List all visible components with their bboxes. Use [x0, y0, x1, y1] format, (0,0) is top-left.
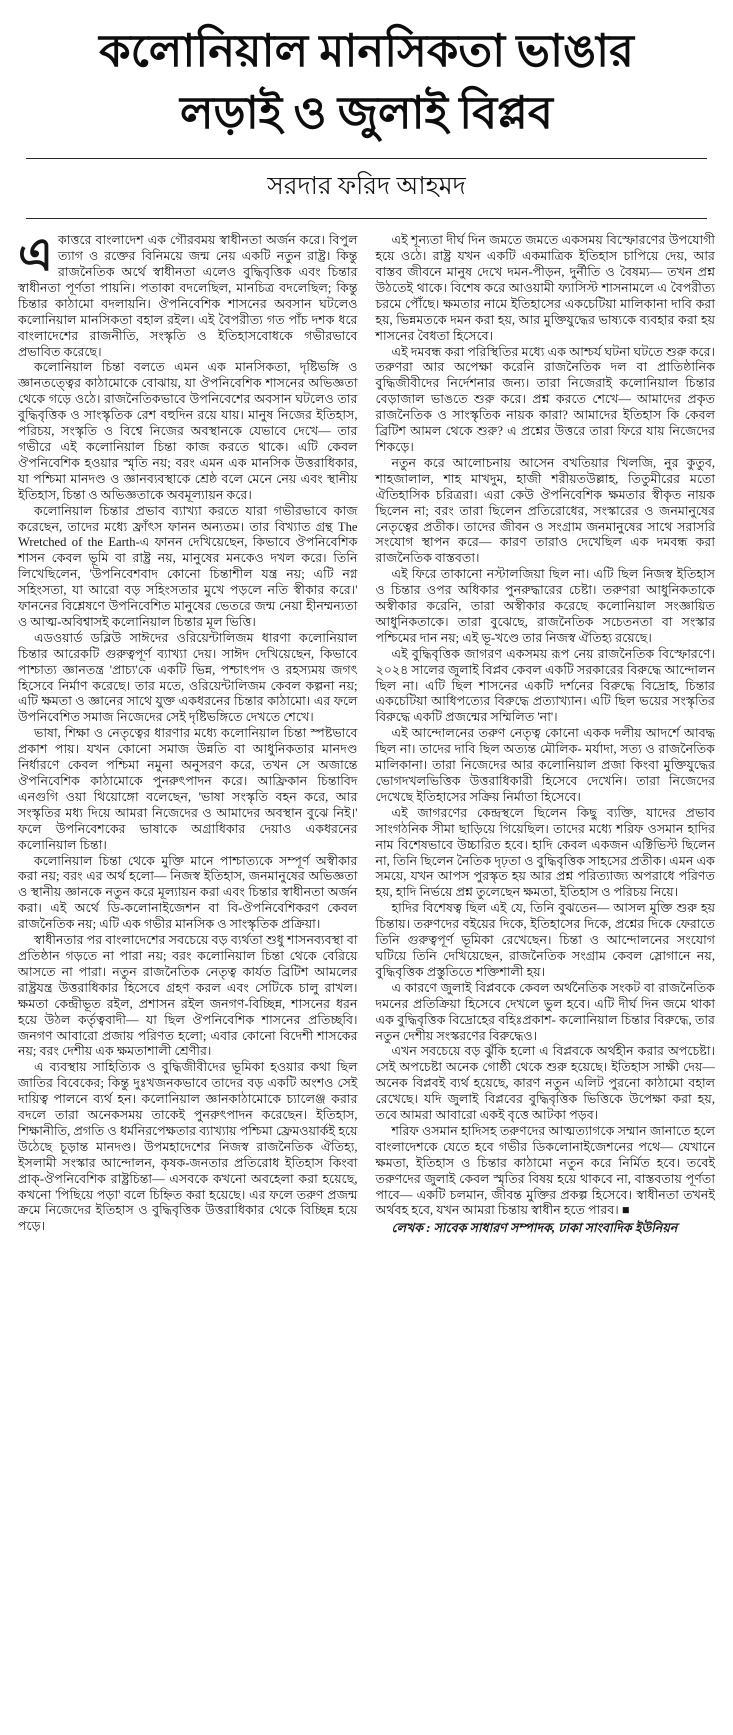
paragraph: নতুন করে আলোচনায় আসেন বখতিয়ার খিলজি, নুর কুতুব, শাহজালাল, শাহ মাখদুম, হাজী শরীয়তউল্লাহ, তিতুমীরের মতো ঐতিহাসিক চরিত্ররা। এরা কেউ ঔপনিবেশিক ক্ষমতার স্বীকৃত নায়ক ছিলেন না; বরং তারা ছিলেন প্রতিরোধের, সংস্কারের ও জনমানুষের নেতৃত্বের প্রতীক। তাদের জীবন ও সংগ্রাম জনমানুষের সাথে সরাসরি সংযোগ স্থাপন করে— কারণ তারাও দেখেছিল এক দমবন্ধ করা রাজনৈতিক বাস্তবতা।	[375, 455, 715, 566]
headline	[28, 20, 705, 144]
byline-rule-bottom	[26, 218, 707, 219]
paragraph: কলোনিয়াল চিন্তা থেকে মুক্তি মানে পাশ্চাত্যকে সম্পূর্ণ অস্বীকার করা নয়; বরং এর অর্থ হলো— নিজস্ব ইতিহাস, জনমানুষের অভিজ্ঞতা ও স্থানীয় জ্ঞানকে নতুন করে মূল্যায়ন করা এবং চিন্তার স্বাধীনতা অর্জন করা। এই অর্থে ডি-কলোনাইজেশন বা বি-ঔপনিবেশিকরণ কেবল রাজনৈতিক নয়; এটি এক গভীর মানসিক ও সাংস্কৃতিক প্রক্রিয়া।	[18, 853, 358, 932]
paragraph: এই জাগরণের কেন্দ্রস্থলে ছিলেন কিছু ব্যক্তি, যাদের প্রভাব সাংগঠনিক সীমা ছাড়িয়ে গিয়েছিল। তাদের মধ্যে শরিফ ওসমান হাদির নাম বিশেষভাবে উচ্চারিত হবে। হাদি কেবল একজন এক্টিভিস্ট ছিলেন না, তিনি ছিলেন নৈতিক দৃঢ়তা ও বুদ্ধিবৃত্তিক সাহসের প্রতীক। এমন এক সময়ে, যখন আপস পুরস্কৃত হয় আর প্রশ্ন পরিত্যাজ্য অপরাধে পরিণত হয়, হাদি নির্ভয়ে প্রশ্ন তুলেছেন ক্ষমতা, ইতিহাস ও পরিচয় নিয়ে।	[375, 805, 715, 900]
paragraph: এই বুদ্ধিবৃত্তিক জাগরণ একসময় রূপ নেয় রাজনৈতিক বিস্ফোরণে। ২০২৪ সালের জুলাই বিপ্লব কেবল একটি সরকারের বিরুদ্ধে আন্দোলন ছিল না। এটি ছিল শাসনের একটি দর্শনের বিরুদ্ধে বিদ্রোহ, চিন্তার একচেটিয়া আধিপত্যের বিরুদ্ধে প্রত্যাখ্যান। এটি ছিল ভয়ের সংস্কৃতির বিরুদ্ধে একটি প্রজন্মের সম্মিলিত 'না'।	[375, 646, 715, 725]
paragraph: এই শূন্যতা দীর্ঘ দিন জমতে জমতে একসময় বিস্ফোরণের উপযোগী হয়ে ওঠে। রাষ্ট্র যখন একটি একমাত্রিক ইতিহাস চাপিয়ে দেয়, আর বাস্তব জীবনে মানুষ দেখে দমন-পীড়ন, দুর্নীতি ও বৈষম্য— তখন প্রশ্ন উঠতেই থাকে। বিশেষ করে আওয়ামী ফ্যাসিস্ট শাসনামলে এ বৈপরীত্য চরমে পৌঁছে। ক্ষমতার নামে ইতিহাসের একচেটিয়া মালিকানা দাবি করা হয়, ভিন্নমতকে দমন করা হয়, আর মুক্তিযুদ্ধের ভাষ্যকে ব্যবহার করা হয় শাসনের বৈধতা হিসেবে।	[375, 233, 715, 343]
paragraph: শরিফ ওসমান হাদিসহ তরুণদের আত্মত্যাগকে সম্মান জানাতে হলে বাংলাদেশকে যেতে হবে গভীর ডিকলোনাইজেশনের পথে— যেখানে ক্ষমতা, ইতিহাস ও চিন্তার কাঠামো নতুন করে নির্মিত হবে। তবেই তরুণদের জুলাই কেবল স্মৃতির বিষয় হয়ে থাকবে না, বাস্তবতায় পূর্ণতা পাবে— একটি চলমান, জীবন্ত মুক্তির প্রকল্প হিসেবে। স্বাধীনতা তখনই অর্থবহ হবে, যখন আমরা চিন্তায় স্বাধীন হতে পারব। ■	[375, 1123, 715, 1218]
column-right	[376, 233, 716, 1237]
paragraph: এ ব্যবস্থায় সাহিত্যিক ও বুদ্ধিজীবীদের ভূমিকা হওয়ার কথা ছিল জাতির বিবেকের; কিন্তু দুঃখজনকভাবে তাদের বড় একটি অংশও সেই দায়িত্ব পালনে ব্যর্থ হন। কলোনিয়াল জ্ঞানকাঠামোকে চ্যালেঞ্জ করার বদলে তারা অনেকসময় তাকেই পুনরুৎপাদন করেছেন। ইতিহাস, শিক্ষানীতি, প্রগতি ও ধর্মনিরপেক্ষতার ব্যাখ্যায় পশ্চিমা ফ্রেমওয়ার্কই হয়ে উঠেছে চূড়ান্ত মানদণ্ড। উপমহাদেশের নিজস্ব রাজনৈতিক ঐতিহ্য, ইসলামী সংস্কার আন্দোলন, কৃষক-জনতার প্রতিরোধ ইতিহাস কিংবা প্রাক্-ঔপনিবেশিক রাষ্ট্রচিন্তা— এসবকে কখনো অবহেলা করা হয়েছে, কখনো 'পিছিয়ে পড়া' বলে চিহ্নিত করা হয়েছে। এর ফলে তরুণ প্রজন্ম ক্রমে নিজেদের ইতিহাস ও বুদ্ধিবৃত্তিক উত্তরাধিকার থেকে বিচ্ছিন্ন হয়ে পড়ে।	[18, 1060, 358, 1234]
column-left	[18, 229, 358, 1237]
paragraph: হাদির বিশেষত্ব ছিল এই যে, তিনি বুঝতেন— আসল মুক্তি শুরু হয় চিন্তায়। তরুণদের বইয়ের দিকে, ইতিহাসের দিকে, প্রশ্নের দিকে ফেরাতে তিনি গুরুত্বপূর্ণ ভূমিকা রেখেছেন। চিন্তা ও আন্দোলনের সংযোগ ঘটিয়ে তিনি দেখিয়েছেন, রাজনৈতিক সংগ্রাম কেবল স্লোগানে নয়, বুদ্ধিবৃত্তিক প্রস্তুতিতে শক্তিশালী হয়।	[375, 901, 715, 979]
paragraph: এডওয়ার্ড ডব্লিউ সাঈদের ওরিয়েন্টালিজম ধারণা কলোনিয়াল চিন্তার আরেকটি গুরুত্বপূর্ণ ব্যাখ্যা দেয়। সাঈদ দেখিয়েছেন, কিভাবে পাশ্চাত্য জ্ঞানতন্ত্র 'প্রাচ্য'কে একটি ভিন্ন, পশ্চাৎপদ ও রহস্যময় জগৎ হিসেবে নির্মাণ করেছে। তার মতে, ওরিয়েন্টালিজম কেবল কল্পনা নয়; এটি ক্ষমতা ও জ্ঞানের সাথে যুক্ত একধরনের চিন্তার কাঠামো। এর ফলে উপনিবেশিত সমাজ নিজেদের সেই দৃষ্টিভঙ্গিতে দেখতে শেখে।	[18, 630, 358, 725]
paragraph: এই ফিরে তাকানো নস্টালজিয়া ছিল না। এটি ছিল নিজস্ব ইতিহাস ও চিন্তার ওপর অধিকার পুনরুদ্ধারের চেষ্টা। তরুণরা আধুনিকতাকে অস্বীকার করেনি, তারা অস্বীকার করেছে কলোনিয়াল সংজ্ঞায়িত আধুনিকতাকে। তারা বুঝেছে, রাজনৈতিক সচেতনতা বা সংস্কার পশ্চিমের দান নয়; এই ভূ-খণ্ডে তার নিজস্ব ঐতিহ্য রয়েছে।	[375, 567, 715, 645]
paragraph: এখন সবচেয়ে বড় ঝুঁকি হলো এ বিপ্লবকে অর্থহীন করার অপচেষ্টা। সেই অপচেষ্টা অনেক গোষ্ঠী থেকে শুরু হয়েছে। ইতিহাস সাক্ষী দেয়— অনেক বিপ্লবই ব্যর্থ হয়েছে, কারণ নতুন এলিট পুরনো কাঠামো বহাল রেখেছে। যদি জুলাই বিপ্লবের বুদ্ধিবৃত্তিক ভিত্তিকে উপেক্ষা করা হয়, তবে আমরা আবারো একই বৃত্তে আটকা পড়ব।	[375, 1044, 715, 1123]
column-right-paragraphs	[376, 233, 716, 1219]
paragraph: এই দমবন্ধ করা পরিস্থিতির মধ্যে এক আশ্চর্য ঘটনা ঘটতে শুরু করে। তরুণরা আর অপেক্ষা করেনি রাজনৈতিক দল বা প্রাতিষ্ঠানিক বুদ্ধিজীবীদের নির্দেশনার জন্য। তারা নিজেরাই কলোনিয়াল চিন্তার বেড়াজাল ভাঙতে শুরু করে। প্রশ্ন করতে শেখে— আমাদের প্রকৃত রাজনৈতিক ও সাংস্কৃতিক নায়ক কারা? আমাদের ইতিহাস কি কেবল ব্রিটিশ আমল থেকে শুরু? এ প্রশ্নের উত্তরে তারা ফিরে যায় নিজেদের শিকড়ে।	[375, 344, 715, 454]
paragraph: ভাষা, শিক্ষা ও নেতৃত্বের ধারণার মধ্যে কলোনিয়াল চিন্তা স্পষ্টভাবে প্রকাশ পায়। যখন কোনো সমাজ উন্নতি বা আধুনিকতার মানদণ্ড নির্ধারণে কেবল পশ্চিমা নমুনা অনুসরণ করে, তখন সে অজান্তে ঔপনিবেশিক কাঠামোকে পুনরুৎপাদন করে। আফ্রিকান চিন্তাবিদ এনগুগি ওয়া থিয়োঙ্গো বলেছেন, 'ভাষা সংস্কৃতি বহন করে, আর সংস্কৃতির মধ্য দিয়ে আমরা নিজেদের ও আমাদের অবস্থান বুঝে নিই।' ফলে উপনিবেশকের ভাষাকে অগ্রাধিকার দেয়াও একধরনের কলোনিয়াল চিন্তা।	[18, 726, 358, 852]
paragraph: এই আন্দোলনের তরুণ নেতৃত্ব কোনো একক দলীয় আদর্শে আবদ্ধ ছিল না। তাদের দাবি ছিল অত্যন্ত মৌলিক- মর্যাদা, সত্য ও রাজনৈতিক মালিকানা। তারা নিজেদের আর কলোনিয়াল প্রজা কিংবা মুক্তিযুদ্ধের ভোগদখলভিত্তিক উত্তরাধিকারী হিসেবে দেখেনি। তারা নিজেদের দেখেছে ইতিহাসের সক্রিয় নির্মাতা হিসেবে।	[375, 726, 715, 804]
lead-paragraph	[18, 229, 358, 360]
lead-paragraph-text: কাত্তরে বাংলাদেশ এক গৌরবময় স্বাধীনতা অর্জন করে। বিপুল ত্যাগ ও রক্তের বিনিময়ে জন্ম নেয় একটি নতুন রাষ্ট্র। কিন্তু রাজনৈতিক অর্থে স্বাধীনতা এলেও বুদ্ধিবৃত্তিক এবং চিন্তার স্বাধীনতা পূর্ণতা পায়নি। পতাকা বদলেছিল, মানচিত্র বদলেছিল; কিন্তু চিন্তার কাঠামো বদলায়নি। ঔপনিবেশিক শাসনের অবসান ঘটলেও কলোনিয়াল মানসিকতা বহাল রইল। এই বৈপরীত্য গত পাঁচ দশক ধরে বাংলাদেশের রাজনীতি, সংস্কৃতি ও ইতিহাসবোধকে গভীরভাবে প্রভাবিত করেছে।	[18, 233, 358, 359]
paragraph: এ কারণে জুলাই বিপ্লবকে কেবল অর্থনৈতিক সংকট বা রাজনৈতিক দমনের প্রতিক্রিয়া হিসেবে দেখলে ভুল হবে। এটি দীর্ঘ দিন জমে থাকা এক বুদ্ধিবৃত্তিক বিদ্রোহের বহিঃপ্রকাশ- কলোনিয়াল চিন্তার বিরুদ্ধে, তার নতুন দেশীয় সংস্করণের বিরুদ্ধেও।	[375, 980, 715, 1043]
column-left-paragraphs	[18, 360, 358, 1235]
paragraph: স্বাধীনতার পর বাংলাদেশের সবচেয়ে বড় ব্যর্থতা শুধু শাসনব্যবস্থা বা প্রতিষ্ঠান গড়তে না পারা নয়; বরং কলোনিয়াল চিন্তা থেকে বেরিয়ে আসতে না পারা। নতুন রাজনৈতিক নেতৃত্ব কার্যত ব্রিটিশ আমলের রাষ্ট্রযন্ত্র উত্তরাধিকার হিসেবে গ্রহণ করল এবং সেটিকে চালু রাখল। ক্ষমতা কেন্দ্রীভূত রইল, প্রশাসন রইল জনগণ-বিচ্ছিন্ন, শাসনের ধরন হয়ে উঠল কর্তৃত্ববাদী— যা ছিল ঔপনিবেশিক শাসনের প্রতিচ্ছবি। জনগণ আবারো প্রজায় পরিণত হলো; এবার কোনো বিদেশী শাসকের নয়; বরং দেশীয় এক ক্ষমতাশালী শ্রেণীর।	[18, 933, 358, 1059]
headline-line-2: লড়াই ও জুলাই বিপ্লব	[180, 88, 553, 139]
author-note: লেখক : সাবেক সাধারণ সম্পাদক, ঢাকা সাংবাদিক ইউনিয়ন	[391, 1221, 678, 1236]
drop-cap: এ	[18, 229, 53, 281]
paragraph: কলোনিয়াল চিন্তা বলতে এমন এক মানসিকতা, দৃষ্টিভঙ্গি ও জ্ঞানতত্ত্বের কাঠামোকে বোঝায়, যা ঔপনিবেশিক শাসনের অভিজ্ঞতা থেকে গড়ে ওঠে। রাজনৈতিকভাবে উপনিবেশের অবসান ঘটলেও তার বুদ্ধিবৃত্তিক ও সাংস্কৃতিক রেশ বহুদিন রয়ে যায়। মানুষ নিজের ইতিহাস, পরিচয়, সংস্কৃতি ও বিশ্বে নিজের অবস্থানকে যেভাবে দেখে— তার গভীরে এই কলোনিয়াল চিন্তা কাজ করতে থাকে। এটি কেবল ঔপনিবেশিক হওয়ার স্মৃতি নয়; বরং এমন এক মানসিক উত্তরাধিকার, যা পশ্চিমা মানদণ্ড ও জ্ঞানব্যবস্থাকে শ্রেষ্ঠ বলে মেনে নেয় এবং স্থানীয় ইতিহাস, চিন্তা ও অভিজ্ঞতাকে অবমূল্যায়ন করে।	[18, 360, 358, 502]
paragraph: কলোনিয়াল চিন্তার প্রভাব ব্যাখ্যা করতে যারা গভীরভাবে কাজ করেছেন, তাদের মধ্যে ফ্রাঁৎস ফানন অন্যতম। তার বিখ্যাত গ্রন্থ The Wretched of the Earth-এ ফানন দেখিয়েছেন, কিভাবে ঔপনিবেশিক শাসন কেবল ভূমি বা রাষ্ট্র নয়, মানুষের মনকেও দখল করে। তিনি লিখেছিলেন, 'উপনিবেশবাদ কোনো চিন্তাশীল যন্ত্র নয়; এটি নগ্ন সহিংসতা, যা আরো বড় সহিংসতার মুখে পড়লে নতি স্বীকার করে।' ফাননের বিশ্লেষণে উপনিবেশিত মানুষের ভেতরে জন্ম নেয়া হীনম্মন্যতা ও আত্ম-অবিশ্বাসই কলোনিয়াল চিন্তার মূল ভিত্তি।	[18, 503, 358, 629]
byline: সরদার ফরিদ আহমদ	[267, 173, 466, 201]
headline-line-1: কলোনিয়াল মানসিকতা ভাঙার	[99, 26, 634, 76]
article-body	[18, 229, 715, 1237]
